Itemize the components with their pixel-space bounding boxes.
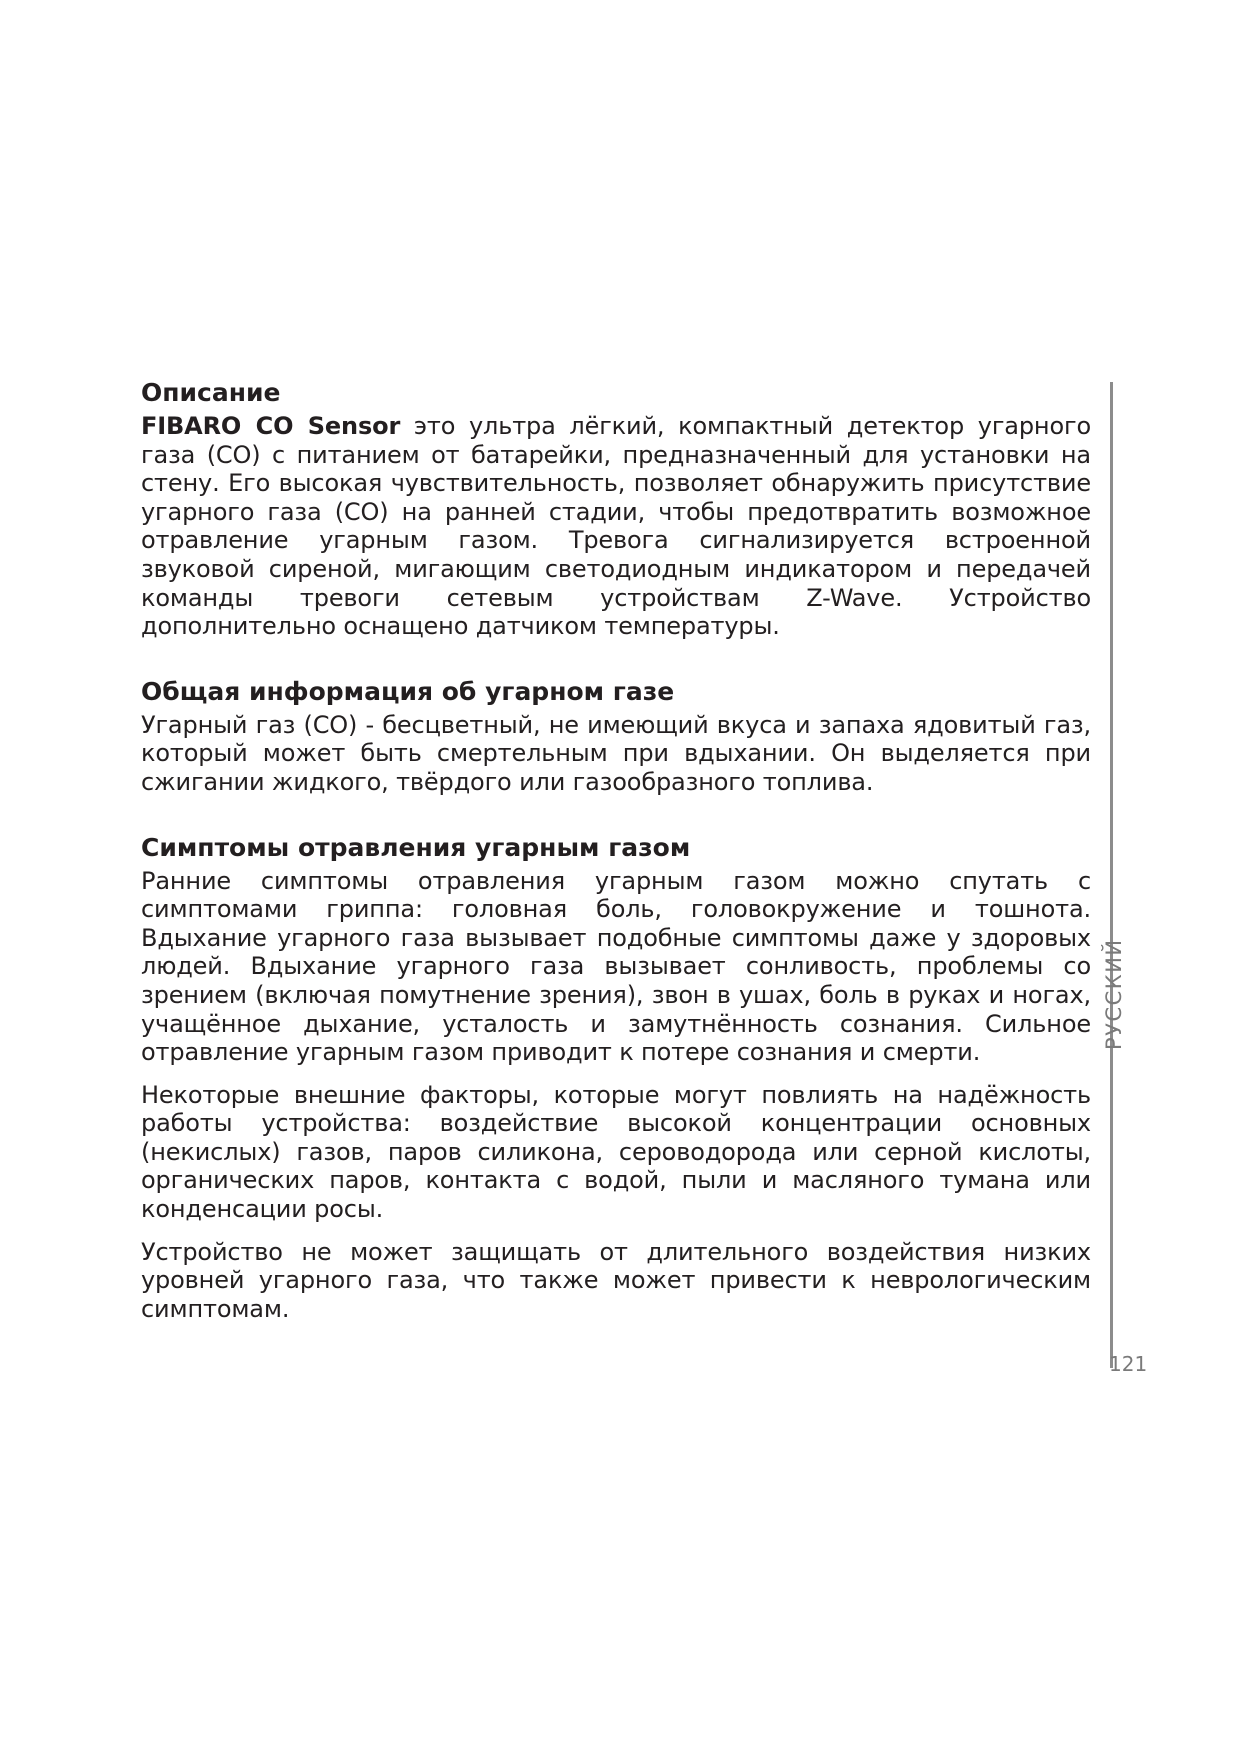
language-label: РУССКИЙ bbox=[1102, 938, 1126, 1050]
description-paragraph bbox=[141, 412, 1091, 641]
symptoms-paragraph: Ранние симптомы отравления угарным газом можно спутать с симптомами гриппа: головная боль, головокружение и тошнота. Вдыхание угарного газа вызывает подобные симптомы даже у здоровых людей. Вдыхание угарного газа вызывает сонливость, проблемы со зрением (включая помутнение зрения), звон в ушах, боль в руках и ногах, учащённое дыхание, усталость и замутнённость сознания. Сильное отравление угарным газом приводит к потере сознания и смерти. bbox=[141, 866, 1091, 1067]
section-heading-symptoms: Симптомы отравления угарным газом bbox=[141, 832, 691, 862]
co-info-paragraph: Угарный газ (CO) - бесцветный, не имеющий вкуса и запаха ядовитый газ, который может быть смертельным при вдыхании. Он выделяется при сжигании жидкого, твёрдого или газообразного топлива. bbox=[141, 710, 1091, 796]
external-factors-paragraph: Некоторые внешние факторы, которые могут повлиять на надёжность работы устройства: воздействие высокой концентрации основных (некислых) газов, паров силикона, сероводорода или серной кислоты, органических паров, контакта с водой, пыли и масляного тумана или конденсации росы. bbox=[141, 1080, 1091, 1224]
section-heading-co-info: Общая информация об угарном газе bbox=[141, 676, 675, 706]
description-text: это ультра лёгкий, компактный детектор угарного газа (CO) с питанием от батарейки, предназначенный для установки на стену. Его высокая чувствительность, позволяет обнаружить присутствие угарного газа (CO) на ранней стадии, чтобы предотвратить возможное отравление угарным газом. Тревога сигнализируется встроенной звуковой сиреной, мигающим светодиодным индикатором и передачей команды тревоги сетевым устройствам Z-Wave. Устройство дополнительно оснащено датчиком температуры. bbox=[141, 412, 1091, 641]
side-divider bbox=[1110, 382, 1113, 1368]
page-number: 121 bbox=[1109, 1352, 1148, 1376]
section-heading-description: Описание bbox=[141, 378, 281, 407]
product-name: FIBARO CO Sensor bbox=[141, 412, 401, 440]
limitations-paragraph: Устройство не может защищать от длительного воздействия низких уровней угарного газа, что также может привести к неврологическим симптомам. bbox=[141, 1237, 1091, 1323]
page-content bbox=[141, 378, 1091, 1323]
